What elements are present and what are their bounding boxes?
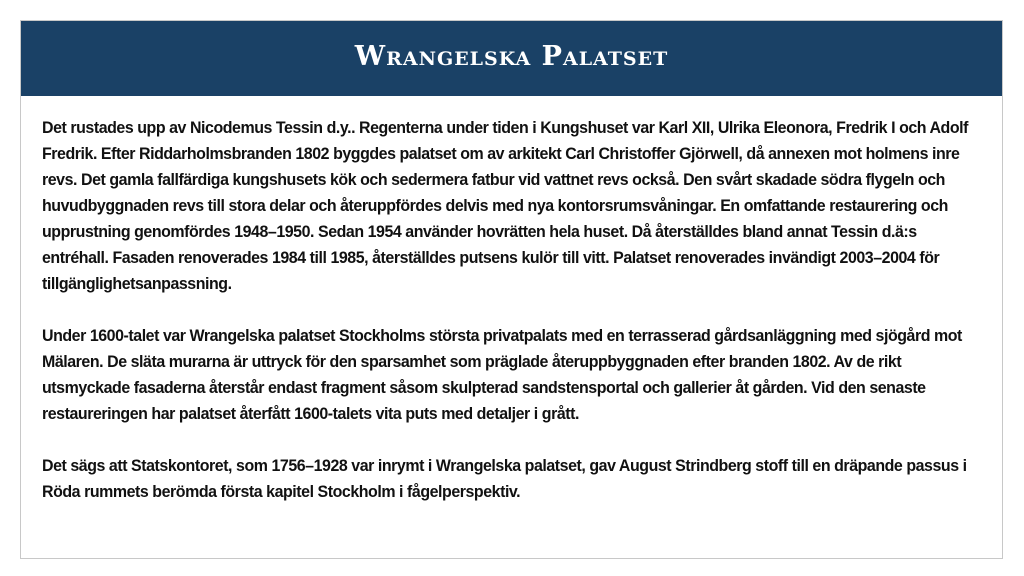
paragraph-1600s: Under 1600-talet var Wrangelska palatset Stockholms största privatpalats med en terrasserad gårdsanläggning med sjögård mot Mälaren. De släta murarna är uttryck för den sparsamhet som präglade återuppbyggnaden efter branden 1802. Av de rikt utsmyckade fasaderna återstår endast fragment såsom skulpterad sandstensportal och gallerier åt gården. Vid den senaste restaureringen har palatset återfått 1600-talets vita puts med detaljer i grått. [42,327,962,423]
slide [20,20,1003,559]
title-bar [21,21,1002,96]
slide-body [42,115,973,531]
paragraph-history: Det rustades upp av Nicodemus Tessin d.y.. Regenterna under tiden i Kungshuset var Karl XII, Ulrika Eleonora, Fredrik I och Adolf Fredrik. Efter Riddarholmsbranden 1802 byggdes palatset om av arkitekt Carl Christoffer Gjörwell, då annexen mot holmens inre revs. Det gamla fallfärdiga kungshusets kök och sedermera fatbur vid vattnet revs också. Den svårt skadade södra flygeln och huvudbyggnaden revs till stora delar och återuppfördes delvis med nya kontorsrumsvåningar. En omfattande restaurering och upprustning genomfördes 1948–1950. Sedan 1954 använder hovrätten hela huset. Då återställdes bland annat Tessin d.ä:s entréhall. Fasaden renoverades 1984 till 1985, återställdes putsens kulör till vitt. Palatset renoverades invändigt 2003–2004 för tillgänglighetsanpassning. [42,119,969,293]
slide-title: Wrangelska Palatset [354,41,669,72]
paragraph-strindberg: Det sägs att Statskontoret, som 1756–1928 var inrymt i Wrangelska palatset, gav August Strindberg stoff till en dräpande passus i Röda rummets berömda första kapitel Stockholm i fågelperspektiv. [42,457,967,501]
